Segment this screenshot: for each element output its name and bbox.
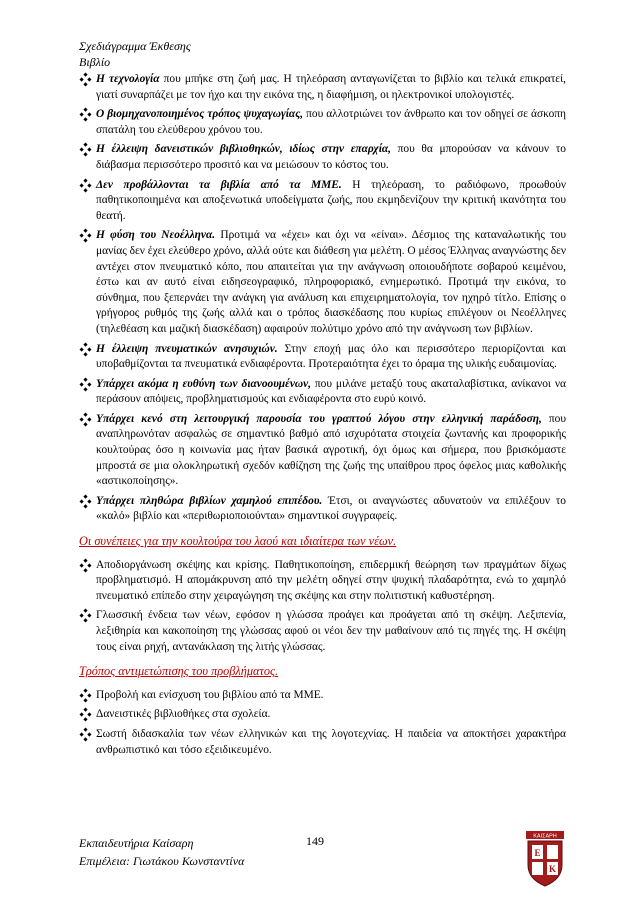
cause-item [79,72,566,103]
cause-item [79,142,566,173]
svg-text:ΚΑΙΣΑΡΗ: ΚΑΙΣΑΡΗ [533,833,557,840]
solutions-list [79,688,566,758]
diamond-bullet-icon [79,608,92,623]
solution-item [79,707,566,723]
item-text: που αλλοτριώνει τον άνθρωπο και τον οδηγεί σε άσκοπη σπατάλη του ελεύθερου χρόνου του. [96,108,566,136]
item-text: Προβολή και ενίσχυση του βιβλίου από τα ΜΜΕ. [96,688,324,701]
item-lead: Η τεχνολογία [96,73,160,85]
item-text: Σωστή διδασκαλία των νέων ελληνικών και της λογοτεχνίας. Η παιδεία να αποκτήσει χαρακτήρα ανθρωπιστικό και τόσο εξειδικευμένο. [96,727,566,756]
diamond-bullet-icon [79,377,92,392]
item-lead: Υπάρχει πληθώρα βιβλίων χαμηλού επιπέδου. [96,494,323,507]
main-content [79,72,566,762]
item-text: που μιλάνε μεταξύ τους ακαταλαβίστικα, ανίκανοι να περάσουν απόψεις, προβληματισμούς και ενδιαφέροντα στο ευρύ κοινό. [96,377,566,406]
diamond-bullet-icon [79,494,92,509]
item-lead: Η έλλειψη πνευματικών ανησυχιών. [96,342,278,355]
item-lead: Υπάρχει ακόμα η ευθύνη των διανοουμένων, [96,377,312,390]
page-number: 149 [306,834,324,848]
school-crest-logo [522,831,568,887]
item-lead: Υπάρχει κενό στη λειτουργική παρουσία του γραπτού λόγου στην ελληνική παράδοση, [96,412,542,425]
svg-text:K: K [548,864,557,874]
item-text: που θα μπορούσαν να κάνουν το διάβασμα περισσότερο προσιτό και να μειώσουν το κόστος του. [96,143,566,171]
footer [79,834,244,870]
solution-item [79,688,566,704]
diamond-bullet-icon [79,178,92,193]
diamond-bullet-icon [79,688,92,703]
page-header [79,38,191,70]
diamond-bullet-icon [79,228,92,243]
diamond-bullet-icon [79,107,92,122]
header-subtitle: Βιβλίο [79,55,111,69]
diamond-bullet-icon [79,142,92,157]
causes-list [79,72,566,525]
item-lead: Η φύση του Νεοέλληνα. [96,229,216,242]
item-text: Στην εποχή μας όλο και περισσότερο περιορίζονται και υποβαθμίζονται τα πνευματικά ενδιαφέροντα. Προτεραιότητα έχει το όραμα της υλικής ευδαιμονίας. [96,342,566,371]
item-text: Έτσι, οι αναγνώστες αδυνατούν να επιλέξουν το «καλό» βιβλίο και «περιθωριοποιούνται» σημαντικοί συγγραφείς. [96,494,566,523]
diamond-bullet-icon [79,558,92,573]
item-lead: Η έλλειψη δανειστικών βιβλιοθηκών, ιδίως στην επαρχία, [96,143,392,156]
section-title-consequences: Οι συνέπειες για την κουλτούρα του λαού και ιδιαίτερα των νέων. [79,534,397,549]
cause-item [79,412,566,490]
cause-item [79,494,566,525]
diamond-bullet-icon [79,727,92,742]
cause-item [79,228,566,337]
consequence-item [79,608,566,655]
section-title-solutions: Τρόπος αντιμετώπισης του προβλήματος. [79,664,279,679]
item-text: που μπήκε στη ζωή μας. Η τηλεόραση ανταγωνίζεται το βιβλίο και τελικά επικρατεί, γιατί συναρπάζει με τον ήχο και την εικόνα της, η διαφήμιση, οι ηλεκτρονικοί υπολογιστές. [96,73,566,101]
item-text: Η τηλεόραση, το ραδιόφωνο, προωθούν παθητικοποιημένα και αποξενωτικά υποδείγματα ζωής, που εκμηδενίζουν την κριτική ικανότητα του θεατή. [96,178,566,222]
cause-item [79,342,566,373]
footer-school: Εκπαιδευτήρια Καίσαρη [79,836,194,850]
diamond-bullet-icon [79,412,92,427]
item-lead: Ο βιομηχανοποιημένος τρόπος ψυχαγωγίας, [96,108,304,121]
item-text: που αναπληρωνόταν ασφαλώς σε σημαντικό βαθμό από ισχυρότατα στοιχεία ζωντανής και προφορικής κουλτούρας όσο η κοινωνία μας ήταν βασικά αγροτική, όχι όμως και σήμερα, που βρισκόμαστε μπροστά σε μια ολοκληρωτική σχεδόν καθίζηση της ζωής της υπαίθρου προς όφελος μιας καθολικής «αστικοποίησης». [96,412,566,488]
item-text: Προτιμά να «έχει» και όχι να «είναι». Δέσμιος της καταναλωτικής του μανίας δεν έχει ελεύθερο χρόνο, αλλά ούτε και διάθεση για μελέτη. Ο μέσος Έλληνας αναγνώστης δεν αντέχει στον πνευματικό κόπο, που απαιτείται για την ανάγνωση οποιουδήποτε σοβαρού κειμένου, έστω και αν αυτό είναι ειδησεογραφικό, πληροφοριακό, ενημερωτικό. Προτιμά την εικόνα, το σύνθημα, που ξεπερνάει την ανάγκη για ανάλυση και επιχειρηματολογία, τον ηχηρό τίτλο. Επίσης ο γρήγορος ρυθμός της ζωής αλλά και ο τρόπος διασκέδασης που κυρίως επιλέγουν οι Νεοέλληνες (τηλεθέαση και μαζική διασκέδαση) αφαιρούν πολύτιμο χρόνο από την ανάγνωση των βιβλίων. [96,229,566,335]
consequences-list [79,558,566,656]
solution-item [79,727,566,758]
footer-editor: Επιμέλεια: Γιωτάκου Κωνσταντίνα [79,854,245,868]
consequence-item [79,558,566,605]
cause-item [79,377,566,408]
item-lead: Δεν προβάλλονται τα βιβλία από τα ΜΜΕ. [96,178,342,191]
item-text: Δανειστικές βιβλιοθήκες στα σχολεία. [96,708,271,721]
item-text: Αποδιοργάνωση σκέψης και κρίσης. Παθητικοποίηση, επιδερμική θεώρηση των πραγμάτων δίχως προβληματισμό. Η απομάκρυνση από την μελέτη οδηγεί στην ψυχική πλαδαρότητα, ενώ το χαμηλό πνευματικό επίπεδο στην χειραγώγηση της σκέψης και στην πολιτιστική καθυστέρηση. [96,558,566,602]
item-text: Γλωσσική ένδεια των νέων, εφόσον η γλώσσα προάγει και προάγεται από τη σκέψη. Λεξιπενία, λεξιθηρία και κακοποίηση της γλώσσας αφού οι νέοι δεν την μαθαίνουν από τις πηγές της. Η σκέψη τους είναι ρηχή, αντανάκλαση της λιτής γλώσσας. [96,609,566,653]
cause-item [79,107,566,138]
cause-item [79,178,566,225]
diamond-bullet-icon [79,342,92,357]
header-title: Σχεδιάγραμμα Έκθεσης [79,39,191,53]
diamond-bullet-icon [79,72,92,87]
diamond-bullet-icon [79,707,92,722]
svg-text:E: E [534,848,541,858]
